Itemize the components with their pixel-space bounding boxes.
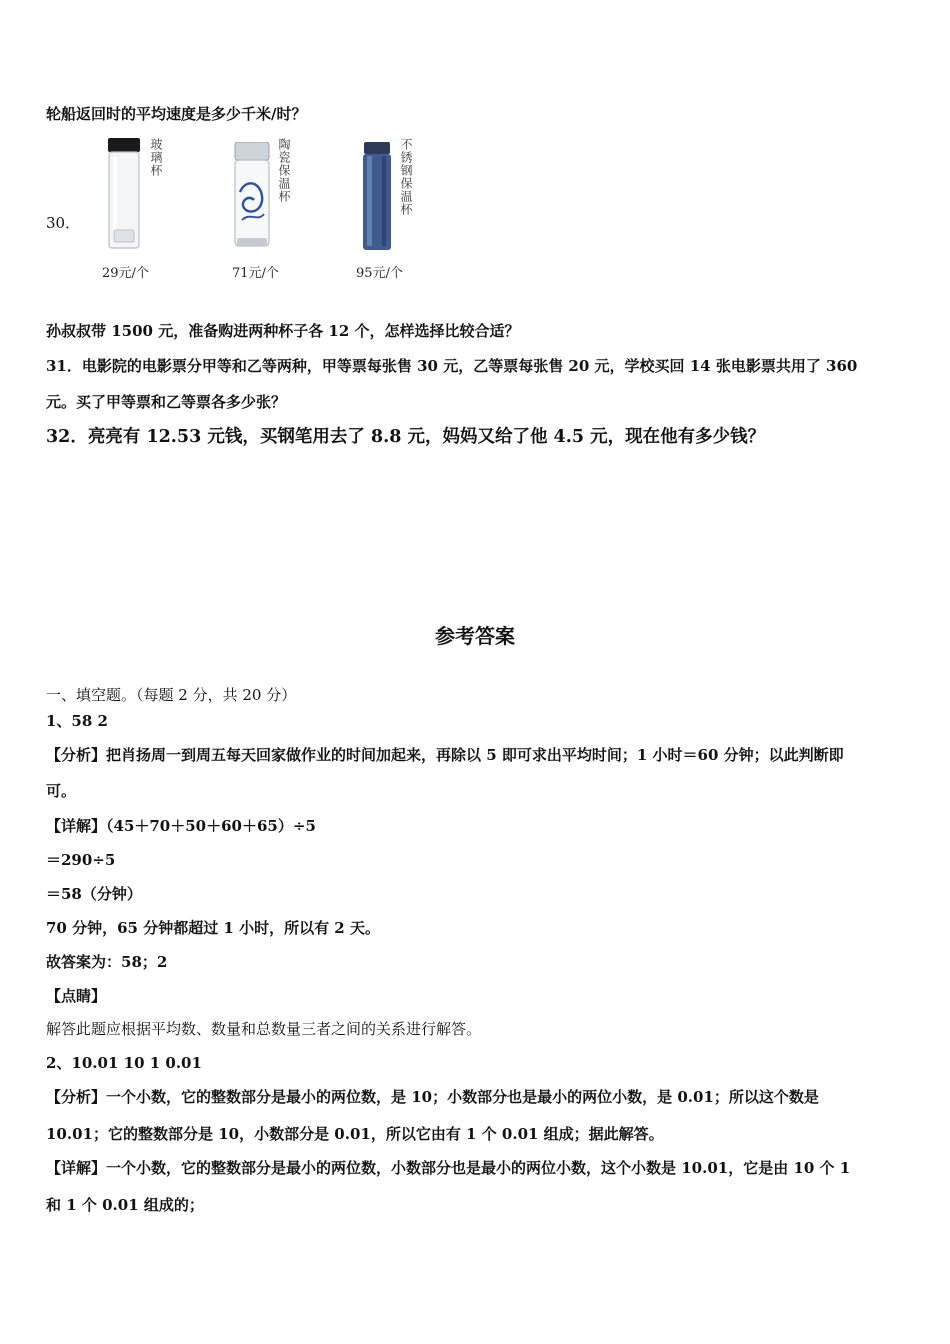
a1-comment: 解答此题应根据平均数、数量和总数量三者之间的关系进行解答。 bbox=[46, 1020, 482, 1038]
q31-line1: 31．电影院的电影票分甲等和乙等两种，甲等票每张售 30 元，乙等票每张售 20 元，学校买回 14 张电影票共用了 360 bbox=[46, 357, 858, 375]
glass-cup-image bbox=[106, 138, 142, 254]
a1-detail-5: 故答案为：58；2 bbox=[46, 953, 168, 971]
a1-detail-4: 70 分钟，65 分钟都超过 1 小时，所以有 2 天。 bbox=[46, 919, 380, 937]
a2-detail-1: 【详解】一个小数，它的整数部分是最小的两位数，小数部分也是最小的两位小数，这个小数是 10.01，它是由 10 个 1 bbox=[46, 1159, 851, 1177]
a2-analysis-2: 10.01；它的整数部分是 10，小数部分是 0.01，所以它由有 1 个 0.01 组成；据此解答。 bbox=[46, 1125, 664, 1143]
stainless-cup-image bbox=[362, 142, 392, 256]
ceramic-cup-image bbox=[232, 142, 272, 254]
glass-cup-price: 29元/个 bbox=[102, 266, 149, 281]
answers-title: 参考答案 bbox=[435, 624, 515, 648]
a1-head: 1、58 2 bbox=[46, 712, 108, 730]
glass-cup-label: 玻璃杯 bbox=[149, 138, 163, 177]
a1-detail-2: ＝290÷5 bbox=[46, 851, 116, 869]
a2-detail-2: 和 1 个 0.01 组成的； bbox=[46, 1196, 204, 1214]
ceramic-cup-label: 陶瓷保温杯 bbox=[277, 138, 291, 203]
section1-heading: 一、填空题。（每题 2 分，共 20 分） bbox=[46, 686, 297, 704]
q29-tail: 轮船返回时的平均速度是多少千米/时？ bbox=[46, 105, 307, 123]
stainless-cup-label: 不锈钢保温杯 bbox=[399, 138, 413, 216]
a1-comment-label: 【点睛】 bbox=[46, 987, 107, 1005]
a1-analysis-1: 【分析】把肖扬周一到周五每天回家做作业的时间加起来，再除以 5 即可求出平均时间；1 小时＝60 分钟；以此判断即 bbox=[46, 746, 844, 764]
ceramic-cup-price: 71元/个 bbox=[232, 266, 279, 281]
q31-line2: 元。买了甲等票和乙等票各多少张？ bbox=[46, 393, 287, 411]
q30-question: 孙叔叔带 1500 元，准备购进两种杯子各 12 个，怎样选择比较合适？ bbox=[46, 322, 520, 340]
q30-number: 30． bbox=[46, 214, 81, 232]
a1-detail-3: ＝58（分钟） bbox=[46, 885, 142, 903]
stainless-cup-price: 95元/个 bbox=[356, 266, 403, 281]
a1-detail-1: 【详解】（45＋70＋50＋60＋65）÷5 bbox=[46, 817, 316, 835]
a2-analysis-1: 【分析】一个小数，它的整数部分是最小的两位数，是 10；小数部分也是最小的两位小数，是 0.01；所以这个数是 bbox=[46, 1088, 819, 1106]
a1-analysis-2: 可。 bbox=[46, 782, 77, 800]
q32-text: 32．亮亮有 12.53 元钱，买钢笔用去了 8.8 元，妈妈又给了他 4.5 元，现在他有多少钱？ bbox=[46, 427, 766, 447]
a2-head: 2、10.01 10 1 0.01 bbox=[46, 1054, 202, 1072]
